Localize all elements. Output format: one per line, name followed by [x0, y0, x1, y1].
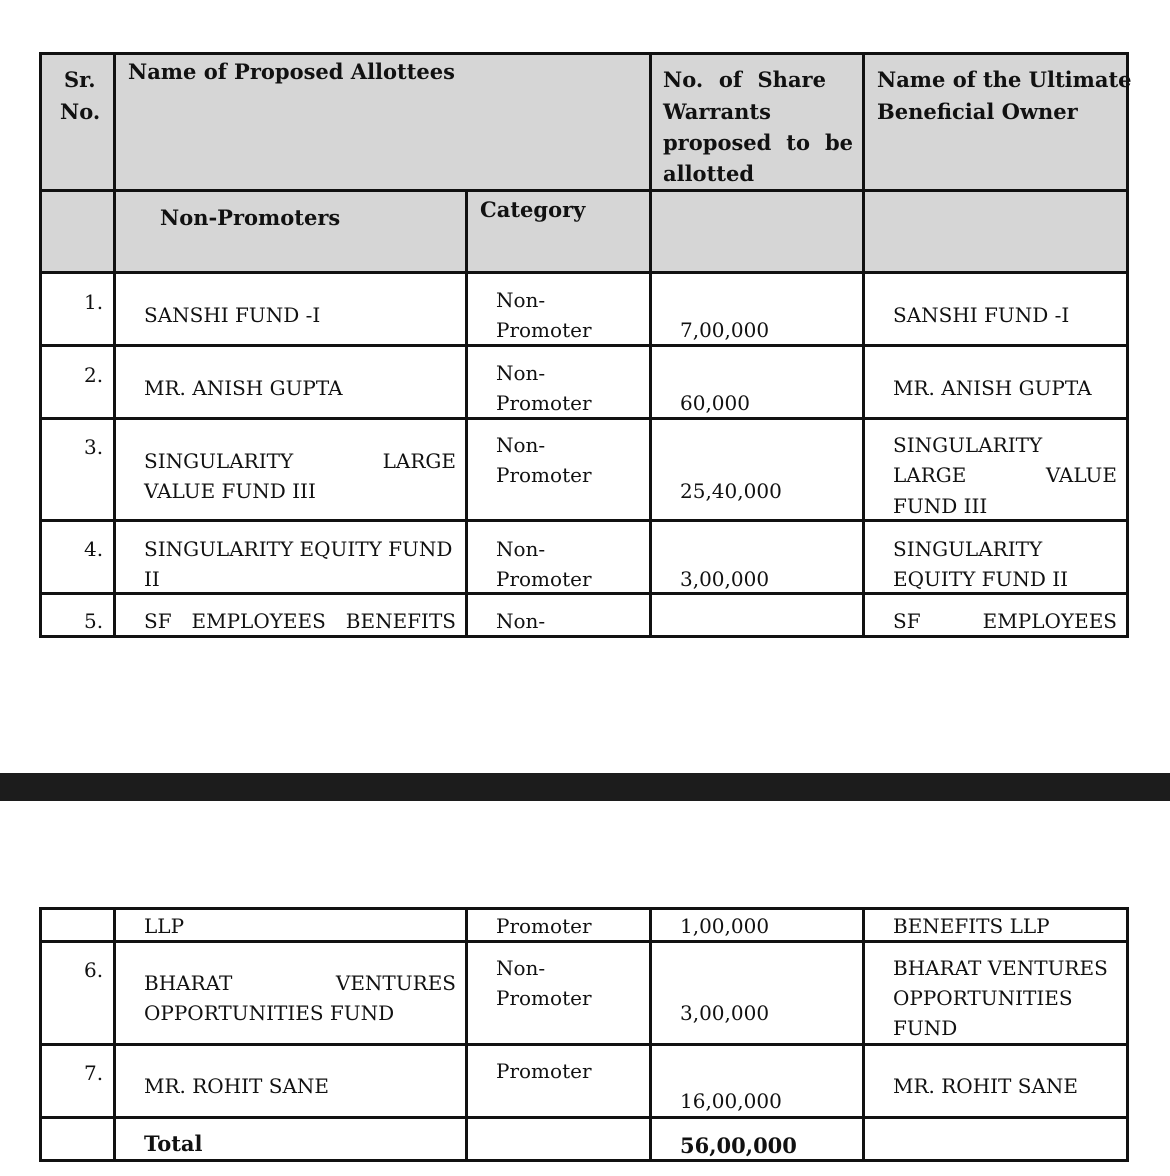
allottee-name-line2: OPPORTUNITIES FUND	[144, 1001, 395, 1025]
allottee-name-line2: II	[144, 567, 160, 591]
warrants-value: 60,000	[680, 391, 750, 415]
category-line2: Promoter	[496, 986, 592, 1010]
allottee-name-line1: SINGULARITY EQUITY FUND	[144, 537, 453, 561]
header-ubo-line1: Name of the Ultimate	[877, 67, 1132, 92]
ubo-name: BENEFITS LLP	[893, 914, 1050, 938]
column-divider	[113, 907, 116, 1162]
category-line2: Promoter	[496, 463, 592, 487]
column-divider	[649, 52, 652, 638]
category-line1: Non-	[496, 288, 546, 312]
warrants-value: 16,00,000	[680, 1089, 782, 1113]
table-border-top	[39, 52, 1129, 55]
allottee-name-line2: VALUE FUND III	[144, 479, 316, 503]
category-line1: Non-	[496, 361, 546, 385]
header-warrants-line2: Warrants	[663, 99, 771, 124]
table-border-right	[1126, 52, 1129, 638]
category-line2: Promoter	[496, 391, 592, 415]
category-line1: Promoter	[496, 914, 592, 938]
total-warrants-value: 56,00,000	[680, 1133, 797, 1158]
header-warrants-line4: allotted	[663, 161, 755, 186]
category-line2: Promoter	[496, 318, 592, 342]
allottee-name: MR. ROHIT SANE	[144, 1074, 329, 1098]
ubo-line2: OPPORTUNITIES	[893, 986, 1073, 1010]
warrants-value: 3,00,000	[680, 567, 770, 591]
ubo-line1: SF EMPLOYEES	[893, 609, 1117, 633]
table-border-bottom	[39, 1159, 1129, 1162]
header-sr-line1: Sr.	[64, 67, 96, 92]
header-ubo-line2: Beneficial Owner	[877, 99, 1078, 124]
header-warrants-line3: proposed to be	[663, 130, 853, 155]
category-line1: Non-	[496, 537, 546, 561]
ubo-line3: FUND	[893, 1016, 958, 1040]
sr-number: 1.	[84, 290, 104, 314]
total-label: Total	[144, 1131, 203, 1156]
ubo-line1: BHARAT VENTURES	[893, 956, 1108, 980]
table-border-top	[39, 907, 1129, 910]
allottee-name-line1: BHARAT VENTURES	[144, 971, 456, 995]
row-divider	[39, 1116, 1129, 1119]
column-divider	[862, 52, 865, 638]
column-divider	[465, 907, 468, 1162]
allottee-name: LLP	[144, 914, 185, 938]
sr-number: 7.	[84, 1061, 104, 1085]
page-break-band	[0, 773, 1170, 801]
allottee-name: MR. ANISH GUPTA	[144, 376, 343, 400]
sr-number: 2.	[84, 363, 104, 387]
header-warrants-line1: No. of Share	[663, 67, 826, 92]
header-non-promoters: Non-Promoters	[160, 205, 341, 230]
column-divider	[39, 907, 42, 1162]
row-divider	[39, 271, 1129, 274]
column-divider	[465, 189, 468, 638]
ubo-line2: LARGE VALUE	[893, 463, 1117, 487]
table-border-right	[1126, 907, 1129, 1162]
warrants-value: 1,00,000	[680, 914, 770, 938]
allottee-name-line1: SINGULARITY LARGE	[144, 449, 456, 473]
row-divider	[39, 1043, 1129, 1046]
category-line1: Non-	[496, 609, 546, 633]
header-category: Category	[480, 197, 586, 222]
warrants-value: 7,00,000	[680, 318, 770, 342]
sr-number: 5.	[84, 609, 104, 633]
warrants-value: 3,00,000	[680, 1001, 770, 1025]
ubo-name: SANSHI FUND -I	[893, 303, 1070, 327]
column-divider	[39, 52, 42, 638]
warrants-value: 25,40,000	[680, 479, 782, 503]
column-divider	[113, 52, 116, 638]
row-divider	[39, 189, 1129, 192]
sr-number: 3.	[84, 435, 104, 459]
header-sr-line2: No.	[60, 99, 101, 124]
category-line2: Promoter	[496, 567, 592, 591]
ubo-line3: FUND III	[893, 494, 988, 518]
category-line1: Promoter	[496, 1059, 592, 1083]
sr-number: 6.	[84, 958, 104, 982]
column-divider	[862, 907, 865, 1162]
ubo-line1: SINGULARITY	[893, 433, 1043, 457]
category-line1: Non-	[496, 956, 546, 980]
category-line1: Non-	[496, 433, 546, 457]
ubo-name: MR. ROHIT SANE	[893, 1074, 1078, 1098]
allottee-name-line1: SF EMPLOYEES BENEFITS	[144, 609, 456, 633]
ubo-name: MR. ANISH GUPTA	[893, 376, 1092, 400]
ubo-line1: SINGULARITY	[893, 537, 1043, 561]
column-divider	[649, 907, 652, 1162]
sr-number: 4.	[84, 537, 104, 561]
ubo-line2: EQUITY FUND II	[893, 567, 1069, 591]
header-name: Name of Proposed Allottees	[128, 59, 455, 84]
allottee-name: SANSHI FUND -I	[144, 303, 321, 327]
